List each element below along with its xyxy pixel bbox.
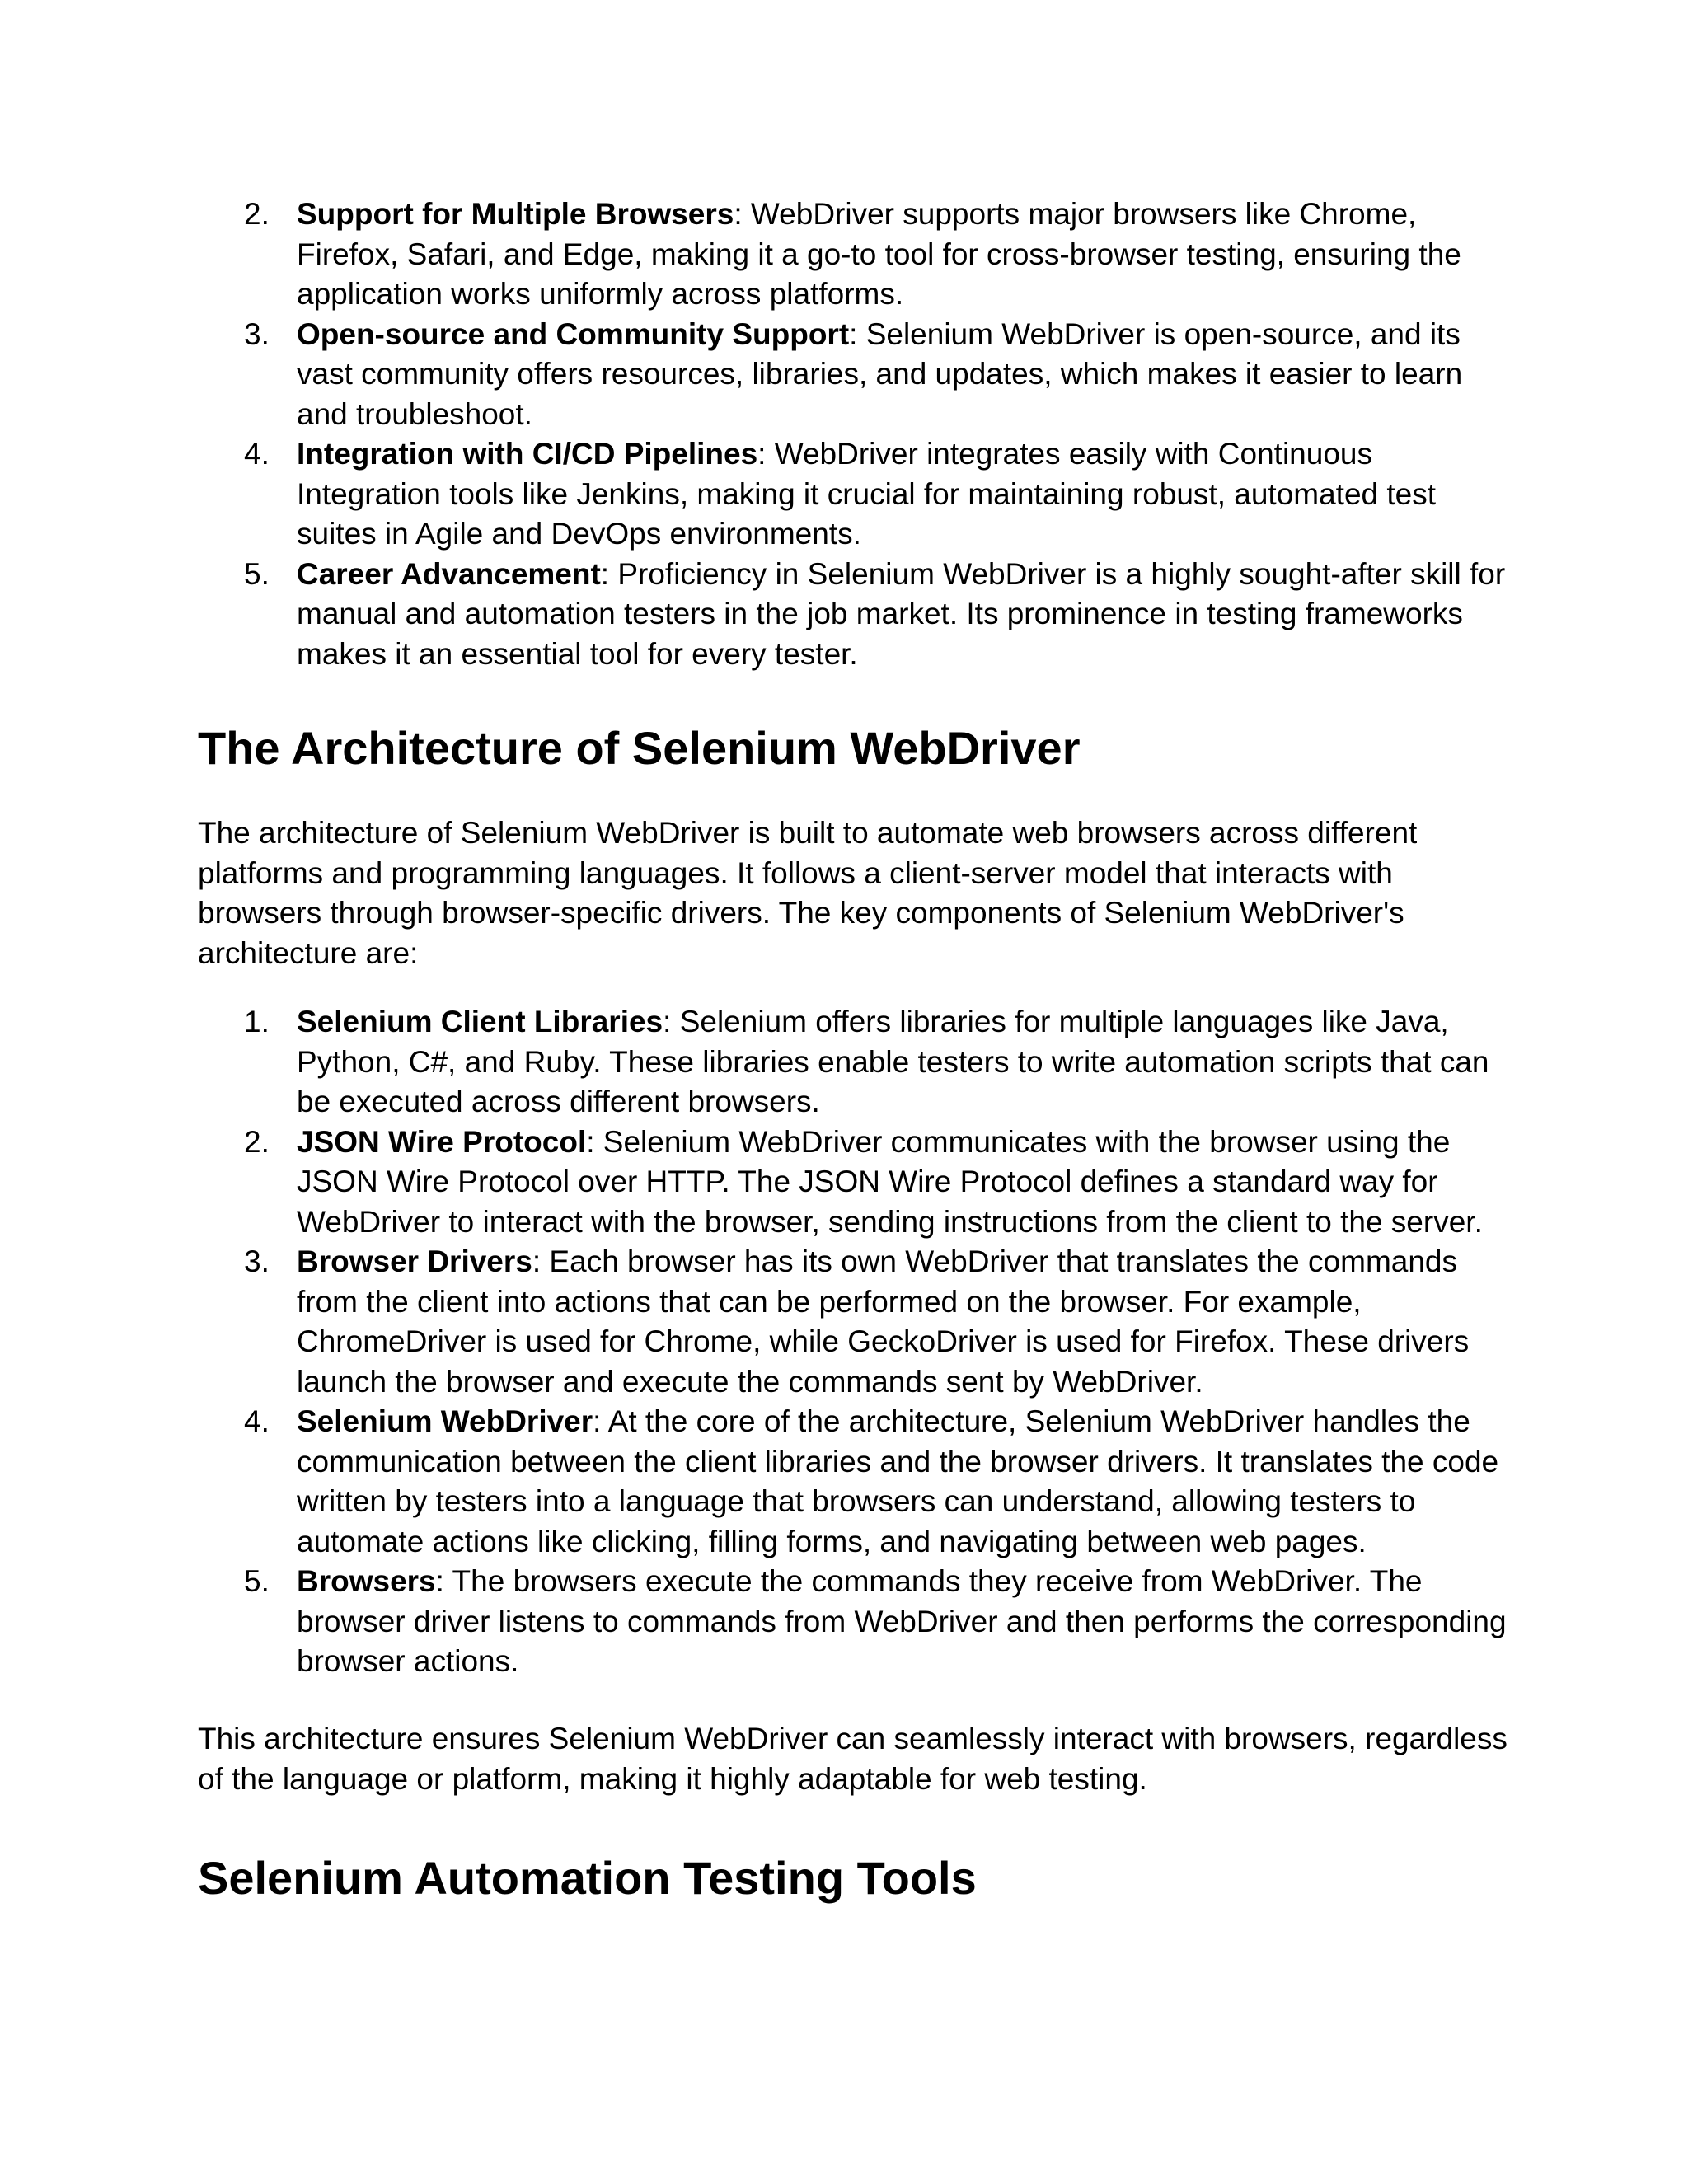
list-item-term: Support for Multiple Browsers [297, 197, 734, 231]
list-item [198, 1002, 1517, 1122]
list-item-number: 2. [244, 1124, 270, 1159]
list-item-number: 5. [244, 556, 270, 591]
list-item-text: : At the core of the architecture, Selenium WebDriver handles the communication between the client libraries and the browser drivers. It translates the code written by testers into a language that browsers can understand, allowing testers to automate actions like clicking, filling forms, and navigating between web pages. [297, 1404, 1499, 1558]
list-item [198, 434, 1517, 555]
architecture-list-section [198, 1002, 1517, 1682]
list-item-text: : Selenium offers libraries for multiple languages like Java, Python, C#, and Ruby. These libraries enable testers to write automation scripts that can be executed across different browsers. [297, 1005, 1489, 1118]
list-item-text: : WebDriver integrates easily with Continuous Integration tools like Jenkins, making it crucial for maintaining robust, automated test suites in Agile and DevOps environments. [297, 437, 1437, 551]
list-item [198, 1122, 1517, 1243]
list-item-number: 4. [244, 437, 270, 471]
list-item-text: : Selenium WebDriver is open-source, and its vast community offers resources, libraries, and updates, which makes it easier to learn and troubleshoot. [297, 316, 1463, 431]
list-item [198, 315, 1517, 435]
list-item-text: : The browsers execute the commands they receive from WebDriver. The browser driver listens to commands from WebDriver and then performs the corresponding browser actions. [297, 1564, 1507, 1678]
list-item-number: 3. [244, 1244, 270, 1278]
benefits-list-section [198, 194, 1517, 674]
list-item-number: 4. [244, 1404, 270, 1438]
architecture-conclusion-block [198, 1719, 1517, 1799]
list-item-term: JSON Wire Protocol [297, 1124, 587, 1159]
architecture-heading-block [198, 722, 1517, 775]
list-item-number: 5. [244, 1564, 270, 1598]
list-item-text: : Proficiency in Selenium WebDriver is a highly sought-after skill for manual and automation testers in the job market. Its prominence in testing frameworks makes it an essential tool for every tester. [297, 556, 1506, 671]
section-heading-architecture: The Architecture of Selenium WebDriver [198, 722, 1081, 774]
list-item [198, 1242, 1517, 1402]
architecture-intro-block [198, 813, 1517, 973]
list-item-text: : Selenium WebDriver communicates with the browser using the JSON Wire Protocol over HTTP. The JSON Wire Protocol defines a standard way for WebDriver to interact with the browser, sending instructions from the client to the server. [297, 1124, 1483, 1239]
list-item-term: Browsers [297, 1564, 436, 1598]
list-item-term: Integration with CI/CD Pipelines [297, 437, 758, 471]
list-item-term: Selenium WebDriver [297, 1404, 593, 1438]
architecture-intro-paragraph: The architecture of Selenium WebDriver is built to automate web browsers across different platforms and programming languages. It follows a client-server model that interacts with browsers through browser-specific drivers. The key components of Selenium WebDriver's architecture are: [198, 816, 1418, 970]
list-item-term: Selenium Client Libraries [297, 1005, 663, 1038]
list-item-number: 2. [244, 197, 270, 231]
list-item-term: Career Advancement [297, 556, 601, 591]
list-item-text: : Each browser has its own WebDriver that translates the commands from the client into actions that can be performed on the browser. For example, ChromeDriver is used for Chrome, while GeckoDriver is used for Firefox. These drivers launch the browser and execute the commands sent by WebDriver. [297, 1244, 1470, 1399]
list-item-number: 1. [244, 1005, 270, 1038]
architecture-conclusion-paragraph: This architecture ensures Selenium WebDriver can seamlessly interact with browsers, regardless of the language or platform, making it highly adaptable for web testing. [198, 1722, 1507, 1796]
list-item-text: : WebDriver supports major browsers like Chrome, Firefox, Safari, and Edge, making it a go-to tool for cross-browser testing, ensuring the application works uniformly across platforms. [297, 197, 1461, 311]
list-item-term: Open-source and Community Support [297, 316, 850, 351]
list-item [198, 1402, 1517, 1562]
benefits-list [198, 194, 1517, 674]
tools-heading-block [198, 1852, 1517, 1905]
list-item-term: Browser Drivers [297, 1244, 532, 1278]
list-item [198, 555, 1517, 675]
architecture-components-list [198, 1002, 1517, 1682]
list-item [198, 194, 1517, 315]
section-heading-tools: Selenium Automation Testing Tools [198, 1852, 977, 1904]
list-item-number: 3. [244, 316, 270, 351]
list-item [198, 1562, 1517, 1682]
